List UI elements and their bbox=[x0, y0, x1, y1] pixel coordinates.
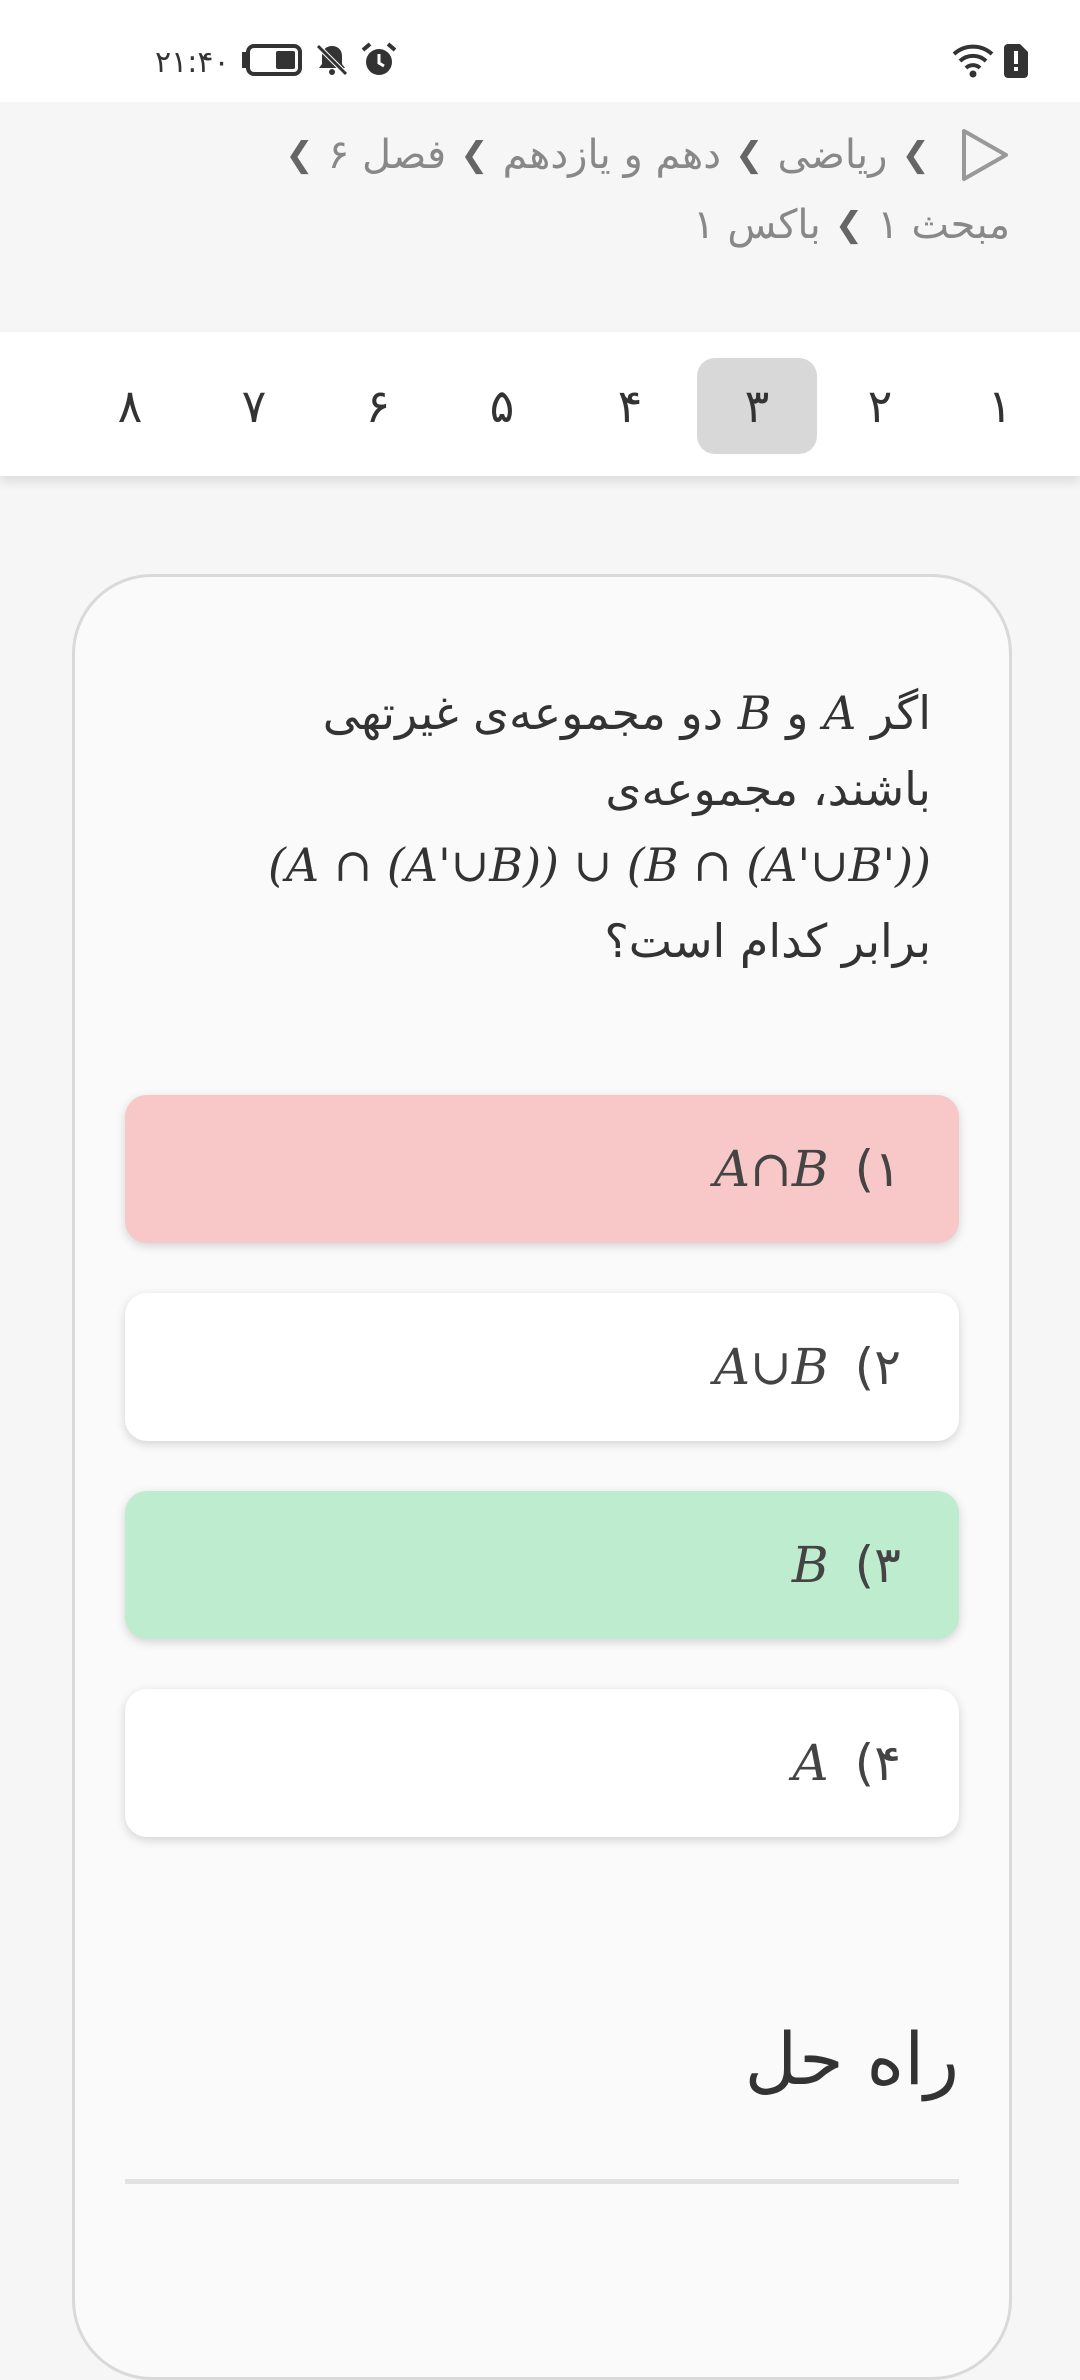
tab-5[interactable]: ۵ bbox=[489, 379, 515, 433]
tab-1[interactable]: ۱ bbox=[987, 379, 1013, 433]
divider bbox=[125, 2179, 959, 2184]
tab-4[interactable]: ۴ bbox=[617, 379, 643, 433]
breadcrumb bbox=[150, 122, 1010, 258]
tab-3[interactable]: ۳ bbox=[697, 358, 817, 454]
option-3-correct[interactable] bbox=[125, 1491, 959, 1639]
question-text bbox=[151, 675, 931, 979]
status-bar bbox=[0, 0, 1080, 102]
option-expression: A∩B bbox=[713, 1140, 829, 1198]
status-bar-right bbox=[952, 40, 1030, 84]
tab-8[interactable]: ۸ bbox=[117, 379, 143, 433]
sim-alert-icon bbox=[1002, 42, 1030, 82]
option-number: ۲) bbox=[854, 1338, 901, 1396]
play-icon[interactable] bbox=[958, 127, 1010, 183]
status-bar-left bbox=[155, 40, 398, 84]
math-var-b: B bbox=[737, 686, 772, 740]
chevron-left-icon: ❯ bbox=[834, 205, 864, 245]
status-time: ۲۱:۴۰ bbox=[155, 44, 230, 80]
option-1-wrong[interactable] bbox=[125, 1095, 959, 1243]
question-word: دو مجموعه‌ی غیرتهی bbox=[322, 686, 724, 740]
breadcrumb-item[interactable]: ریاضی bbox=[777, 132, 888, 178]
option-number: ۴) bbox=[854, 1734, 901, 1792]
chevron-left-icon: ❯ bbox=[460, 135, 489, 175]
question-line-4: برابر کدام است؟ bbox=[604, 914, 931, 968]
chevron-left-icon: ❯ bbox=[901, 135, 930, 175]
question-formula: (A ∩ (A'∪B)) ∪ (B ∩ (A'∪B')) bbox=[267, 838, 931, 892]
chevron-left-icon: ❯ bbox=[735, 135, 764, 175]
option-expression: A bbox=[792, 1734, 829, 1792]
tab-6[interactable]: ۶ bbox=[365, 379, 391, 433]
battery-icon bbox=[240, 43, 304, 81]
breadcrumb-bar bbox=[0, 102, 1080, 332]
math-var-a: A bbox=[823, 686, 857, 740]
option-expression: A∪B bbox=[713, 1338, 829, 1396]
breadcrumb-item[interactable]: باکس ۱ bbox=[693, 202, 821, 248]
tab-2[interactable]: ۲ bbox=[867, 379, 893, 433]
wifi-icon bbox=[952, 41, 994, 83]
breadcrumb-item[interactable]: فصل ۶ bbox=[327, 132, 447, 178]
question-card bbox=[72, 574, 1012, 2380]
option-4[interactable] bbox=[125, 1689, 959, 1837]
solution-title: راه حل bbox=[744, 2017, 959, 2101]
option-number: ۳) bbox=[854, 1536, 901, 1594]
tab-7[interactable]: ۷ bbox=[241, 379, 267, 433]
chevron-left-icon: ❯ bbox=[285, 135, 314, 175]
bell-off-icon bbox=[314, 42, 350, 82]
option-2[interactable] bbox=[125, 1293, 959, 1441]
alarm-icon bbox=[360, 41, 398, 83]
breadcrumb-item[interactable]: دهم و یازدهم bbox=[502, 132, 722, 178]
question-line-1 bbox=[151, 675, 931, 751]
question-word: اگر bbox=[870, 686, 931, 740]
question-tabs bbox=[0, 332, 1080, 476]
option-number: ۱) bbox=[854, 1140, 901, 1198]
breadcrumb-item[interactable]: مبحث ۱ bbox=[877, 202, 1010, 248]
question-line-2: باشند، مجموعه‌ی bbox=[605, 762, 931, 816]
option-expression: B bbox=[791, 1536, 829, 1594]
question-word: و bbox=[786, 686, 809, 740]
